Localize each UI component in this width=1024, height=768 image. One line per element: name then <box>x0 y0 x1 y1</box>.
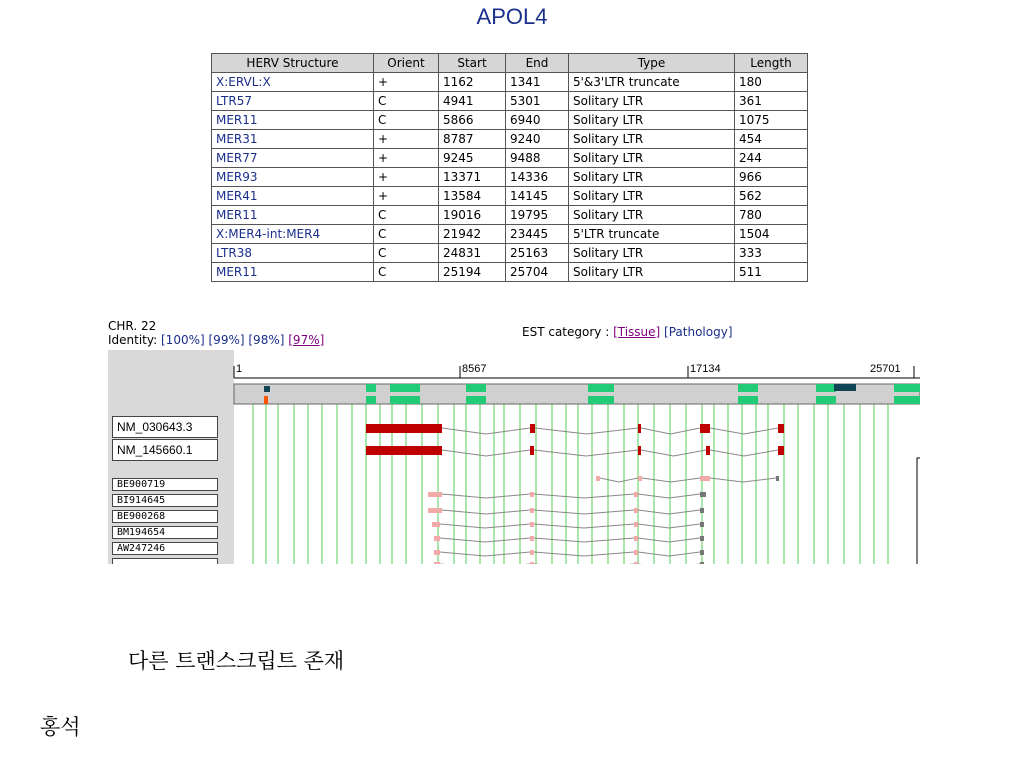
intron-line <box>534 552 634 556</box>
est-exon <box>530 550 534 555</box>
exon-block <box>530 424 535 433</box>
herv-structure-link[interactable]: MER11 <box>212 111 374 130</box>
herv-block <box>894 396 920 404</box>
herv-block <box>366 384 376 392</box>
herv-structure-link[interactable]: MER11 <box>212 263 374 282</box>
est-category-label: EST category : <box>522 325 610 339</box>
est-exon <box>700 536 704 541</box>
table-row <box>212 92 808 111</box>
table-row <box>212 168 808 187</box>
transcript-label-nm-145660[interactable]: NM_145660.1 <box>112 439 218 461</box>
table-cell: 1162 <box>439 73 506 92</box>
table-cell: 244 <box>735 149 808 168</box>
table-cell: + <box>374 149 439 168</box>
table-cell: Solitary LTR <box>569 168 735 187</box>
herv-table <box>211 53 808 282</box>
identity-link-97[interactable]: [97%] <box>288 333 325 347</box>
table-cell: 24831 <box>439 244 506 263</box>
table-cell: C <box>374 263 439 282</box>
table-cell: C <box>374 92 439 111</box>
col-header-end: End <box>506 54 569 73</box>
herv-structure-link[interactable]: MER41 <box>212 187 374 206</box>
herv-block-orange <box>264 396 268 404</box>
est-label-bi914645[interactable]: BI914645 <box>112 494 218 507</box>
table-cell: C <box>374 225 439 244</box>
herv-structure-link[interactable]: MER31 <box>212 130 374 149</box>
table-cell: 25704 <box>506 263 569 282</box>
table-cell: Solitary LTR <box>569 149 735 168</box>
est-label-partial[interactable] <box>112 558 218 564</box>
identity-link-98[interactable]: [98%] <box>248 333 285 347</box>
table-cell: C <box>374 206 439 225</box>
est-category-filter <box>522 325 733 339</box>
herv-structure-link[interactable]: MER93 <box>212 168 374 187</box>
intron-line <box>642 478 700 482</box>
ruler-tick-label: 25701 <box>870 363 901 375</box>
table-cell: 5'&3'LTR truncate <box>569 73 735 92</box>
table-cell: + <box>374 187 439 206</box>
table-cell: + <box>374 73 439 92</box>
est-exon <box>434 536 440 541</box>
col-header-type: Type <box>569 54 735 73</box>
herv-block <box>390 384 420 392</box>
table-cell: Solitary LTR <box>569 130 735 149</box>
table-cell: Solitary LTR <box>569 244 735 263</box>
table-row <box>212 130 808 149</box>
table-cell: 1341 <box>506 73 569 92</box>
exon-block <box>638 424 641 433</box>
herv-block <box>390 396 420 404</box>
est-link-tissue[interactable]: [Tissue] <box>613 325 661 339</box>
table-cell: 23445 <box>506 225 569 244</box>
table-cell: Solitary LTR <box>569 206 735 225</box>
intron-line <box>534 494 634 498</box>
est-exon <box>634 550 638 555</box>
table-cell: Solitary LTR <box>569 111 735 130</box>
transcript-label-nm-030643[interactable]: NM_030643.3 <box>112 416 218 438</box>
col-header-orient: Orient <box>374 54 439 73</box>
est-exon <box>700 562 704 564</box>
herv-structure-link[interactable]: X:ERVL:X <box>212 73 374 92</box>
est-label-aw247246[interactable]: AW247246 <box>112 542 218 555</box>
table-cell: 4941 <box>439 92 506 111</box>
est-label-be900719[interactable]: BE900719 <box>112 478 218 491</box>
intron-line <box>638 538 700 542</box>
table-row <box>212 244 808 263</box>
scrollbar-bracket <box>917 458 920 564</box>
herv-table-body <box>212 73 808 282</box>
herv-block <box>588 396 614 404</box>
intron-line <box>638 552 700 556</box>
table-cell: 333 <box>735 244 808 263</box>
table-cell: 9245 <box>439 149 506 168</box>
est-exon <box>434 562 440 564</box>
col-header-length: Length <box>735 54 808 73</box>
table-cell: 25163 <box>506 244 569 263</box>
est-exon <box>700 550 704 555</box>
table-cell: + <box>374 130 439 149</box>
est-exon <box>634 522 638 527</box>
table-cell: 361 <box>735 92 808 111</box>
table-cell: 780 <box>735 206 808 225</box>
author-text: 홍석 <box>40 715 81 739</box>
exon-block <box>530 446 534 455</box>
table-cell: 19795 <box>506 206 569 225</box>
table-row <box>212 225 808 244</box>
table-cell: C <box>374 111 439 130</box>
est-exon <box>700 476 710 481</box>
table-row <box>212 206 808 225</box>
est-exon <box>700 522 704 527</box>
est-exon <box>530 522 534 527</box>
herv-structure-link[interactable]: MER77 <box>212 149 374 168</box>
table-row <box>212 187 808 206</box>
est-exon <box>776 476 779 481</box>
table-cell: 966 <box>735 168 808 187</box>
table-cell: C <box>374 244 439 263</box>
genome-viewer <box>108 350 920 564</box>
exon-block <box>778 424 784 433</box>
intron-line <box>534 524 634 528</box>
exon-block <box>638 446 641 455</box>
est-exon <box>530 536 534 541</box>
identity-filter <box>108 333 324 347</box>
herv-block <box>366 396 376 404</box>
col-header-start: Start <box>439 54 506 73</box>
intron-line <box>442 510 530 514</box>
est-link-pathology[interactable]: [Pathology] <box>664 325 733 339</box>
table-cell: 13584 <box>439 187 506 206</box>
ruler-tick-label: 17134 <box>690 363 721 375</box>
table-row <box>212 111 808 130</box>
herv-structure-link[interactable]: LTR38 <box>212 244 374 263</box>
table-cell: 6940 <box>506 111 569 130</box>
table-cell: 13371 <box>439 168 506 187</box>
ruler-tick-label: 1 <box>236 363 243 375</box>
herv-block <box>816 396 836 404</box>
table-row <box>212 73 808 92</box>
intron-line <box>638 510 700 514</box>
intron-line <box>442 428 530 434</box>
intron-line <box>534 450 638 456</box>
intron-line <box>442 494 530 498</box>
table-cell: 511 <box>735 263 808 282</box>
table-cell: 9488 <box>506 149 569 168</box>
intron-line <box>638 524 700 528</box>
ruler-tick-label: 8567 <box>462 363 487 375</box>
table-cell: 1075 <box>735 111 808 130</box>
table-cell: 25194 <box>439 263 506 282</box>
exon-block <box>778 446 784 455</box>
table-cell: 454 <box>735 130 808 149</box>
caption-text: 다른 트랜스크립트 존재 <box>128 649 345 673</box>
table-header-row <box>212 54 808 73</box>
herv-structure-link[interactable]: X:MER4-int:MER4 <box>212 225 374 244</box>
exon-block <box>700 424 710 433</box>
est-exon <box>700 492 706 497</box>
table-cell: 5866 <box>439 111 506 130</box>
table-cell: 14145 <box>506 187 569 206</box>
table-cell: 5301 <box>506 92 569 111</box>
exon-block <box>366 424 442 433</box>
intron-line <box>442 450 530 456</box>
table-cell: Solitary LTR <box>569 92 735 111</box>
herv-structure-link[interactable]: LTR57 <box>212 92 374 111</box>
table-cell: 8787 <box>439 130 506 149</box>
herv-block <box>738 384 758 392</box>
herv-block-dark <box>264 386 270 392</box>
intron-line <box>534 510 634 514</box>
est-exon <box>530 508 534 513</box>
herv-block <box>738 396 758 404</box>
table-cell: 19016 <box>439 206 506 225</box>
intron-line <box>641 450 706 456</box>
table-row <box>212 263 808 282</box>
est-label-bm194654[interactable]: BM194654 <box>112 526 218 539</box>
intron-line <box>534 538 634 542</box>
table-cell: + <box>374 168 439 187</box>
intron-line <box>600 478 638 482</box>
table-cell: 562 <box>735 187 808 206</box>
est-exon <box>634 562 638 564</box>
est-exon <box>530 562 534 564</box>
identity-link-99[interactable]: [99%] <box>208 333 245 347</box>
table-cell: Solitary LTR <box>569 263 735 282</box>
exon-block <box>366 446 442 455</box>
est-exon <box>634 492 638 497</box>
table-cell: Solitary LTR <box>569 187 735 206</box>
herv-block <box>894 384 920 392</box>
est-exon <box>530 492 534 497</box>
identity-label: Identity: <box>108 333 158 347</box>
herv-block <box>816 384 836 392</box>
est-exon <box>596 476 600 481</box>
col-header-herv-structure: HERV Structure <box>212 54 374 73</box>
table-row <box>212 149 808 168</box>
table-cell: 180 <box>735 73 808 92</box>
exon-block <box>706 446 710 455</box>
table-cell: 14336 <box>506 168 569 187</box>
chromosome-label: CHR. 22 <box>108 319 157 333</box>
intron-line <box>535 428 638 434</box>
herv-block <box>466 384 486 392</box>
est-exon <box>434 550 440 555</box>
table-cell: 9240 <box>506 130 569 149</box>
est-exon <box>700 508 704 513</box>
intron-line <box>710 478 776 482</box>
est-label-be900268[interactable]: BE900268 <box>112 510 218 523</box>
identity-link-100[interactable]: [100%] <box>161 333 205 347</box>
est-exon <box>428 508 442 513</box>
est-exon <box>634 536 638 541</box>
herv-structure-link[interactable]: MER11 <box>212 206 374 225</box>
est-exon <box>634 508 638 513</box>
table-cell: 1504 <box>735 225 808 244</box>
alignment-track <box>108 350 920 564</box>
herv-block-dark <box>834 384 856 391</box>
intron-line <box>638 494 700 498</box>
page-title: APOL4 <box>476 4 548 29</box>
table-cell: 5'LTR truncate <box>569 225 735 244</box>
est-exon <box>432 522 440 527</box>
herv-block <box>466 396 486 404</box>
est-exon <box>428 492 442 497</box>
est-exon <box>638 476 642 481</box>
table-cell: 21942 <box>439 225 506 244</box>
herv-block <box>588 384 614 392</box>
